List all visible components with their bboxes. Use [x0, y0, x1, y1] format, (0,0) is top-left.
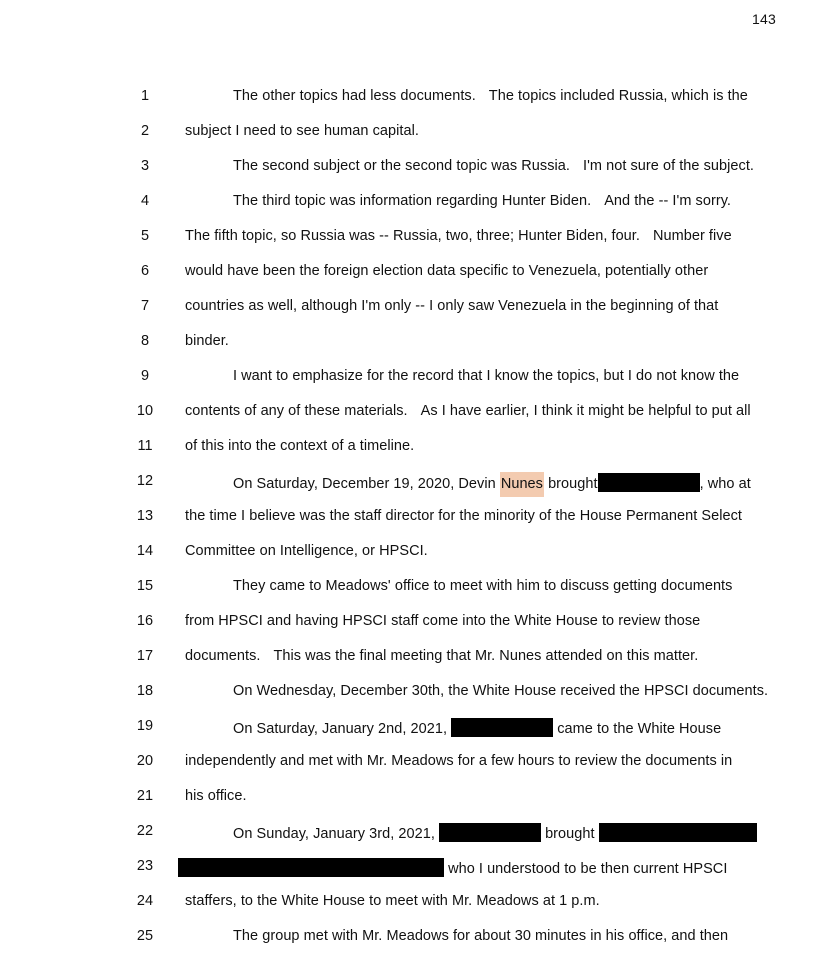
transcript-line — [0, 228, 828, 263]
line-number: 15 — [136, 578, 154, 594]
line-number: 16 — [136, 613, 154, 629]
line-text — [233, 193, 731, 209]
line-text — [185, 613, 700, 629]
line-text — [185, 263, 708, 279]
text-segment: countries as well, although I'm only -- I only saw Venezuela in the beginning of that — [185, 298, 719, 314]
redaction-box — [598, 473, 700, 492]
text-segment: staffers, to the White House to meet with Mr. Meadows at 1 p.m. — [185, 893, 600, 909]
transcript-line — [0, 543, 828, 578]
line-number: 6 — [140, 263, 150, 279]
text-segment: The fifth topic, so Russia was -- Russia, two, three; Hunter Biden, four. — [185, 228, 640, 244]
line-number: 10 — [136, 403, 154, 419]
line-number: 7 — [140, 298, 150, 314]
text-segment: On Wednesday, December 30th, the White House received the HPSCI documents. — [233, 683, 769, 699]
line-number: 14 — [136, 543, 154, 559]
text-segment: The third topic was information regarding Hunter Biden. — [233, 193, 592, 209]
transcript-line — [0, 263, 828, 298]
text-segment: binder. — [185, 333, 229, 349]
text-segment: This was the final meeting that Mr. Nunes attended on this matter. — [273, 648, 699, 664]
transcript-line — [0, 403, 828, 438]
line-number: 3 — [140, 158, 150, 174]
text-segment: independently and met with Mr. Meadows for a few hours to review the documents in — [185, 753, 733, 769]
line-number: 25 — [136, 928, 154, 944]
line-text — [178, 858, 727, 877]
text-segment: The topics included Russia, which is the — [488, 88, 748, 104]
text-segment: As I have earlier, I think it might be helpful to put all — [420, 403, 751, 419]
line-number: 18 — [136, 683, 154, 699]
text-segment: came to the White House — [553, 721, 722, 737]
line-text — [233, 823, 757, 842]
line-text — [185, 543, 428, 559]
line-number: 11 — [137, 438, 153, 454]
text-segment: And the -- I'm sorry. — [604, 193, 732, 209]
transcript-line — [0, 88, 828, 123]
text-segment: The other topics had less documents. — [233, 88, 476, 104]
line-text — [233, 928, 728, 944]
text-segment: documents. — [185, 648, 261, 664]
text-segment: his office. — [185, 788, 247, 804]
text-segment: They came to Meadows' office to meet with him to discuss getting documents — [233, 578, 733, 594]
transcript-line — [0, 158, 828, 193]
line-text — [185, 753, 732, 769]
line-number: 12 — [136, 473, 154, 489]
text-segment: brought — [540, 826, 599, 842]
line-number: 13 — [136, 508, 154, 524]
line-number: 2 — [140, 123, 150, 139]
line-number: 17 — [136, 648, 154, 664]
highlighted-name: Nunes — [500, 472, 544, 497]
line-number: 22 — [136, 823, 154, 839]
text-segment: brought — [543, 476, 598, 492]
text-segment: The group met with Mr. Meadows for about 30 minutes in his office, and then — [233, 928, 729, 944]
line-text — [233, 578, 732, 594]
line-number: 5 — [140, 228, 150, 244]
line-number: 4 — [140, 193, 150, 209]
transcript-line — [0, 648, 828, 683]
line-number: 9 — [140, 368, 150, 384]
text-segment: from HPSCI and having HPSCI staff come into the White House to review those — [185, 613, 701, 629]
transcript-line — [0, 613, 828, 648]
text-segment: would have been the foreign election data specific to Venezuela, potentially other — [185, 263, 709, 279]
line-text — [185, 228, 732, 244]
line-number: 24 — [136, 893, 154, 909]
line-text — [233, 88, 748, 104]
line-number: 21 — [136, 788, 154, 804]
transcript-line — [0, 298, 828, 333]
redaction-box — [439, 823, 541, 842]
line-number: 8 — [140, 333, 150, 349]
line-text — [233, 473, 751, 492]
line-text — [233, 718, 721, 737]
text-segment: , who at — [699, 476, 751, 492]
line-text — [233, 368, 739, 384]
transcript-line — [0, 823, 828, 858]
line-text — [185, 788, 247, 804]
redaction-box — [599, 823, 757, 842]
transcript-line — [0, 893, 828, 928]
line-number: 23 — [136, 858, 154, 874]
text-segment: of this into the context of a timeline. — [185, 438, 415, 454]
text-segment: I'm not sure of the subject. — [582, 158, 754, 174]
line-text — [185, 123, 419, 139]
line-text — [233, 683, 768, 699]
transcript-line — [0, 683, 828, 718]
transcript-line — [0, 788, 828, 823]
line-text — [233, 158, 754, 174]
line-text — [185, 333, 229, 349]
line-text — [185, 298, 718, 314]
transcript-line — [0, 473, 828, 508]
line-number: 19 — [136, 718, 154, 734]
text-segment: On Sunday, January 3rd, 2021, — [233, 826, 439, 842]
line-text — [185, 648, 698, 664]
text-segment: The second subject or the second topic was Russia. — [233, 158, 570, 174]
page-number: 143 — [752, 11, 776, 27]
text-segment: contents of any of these materials. — [185, 403, 408, 419]
line-text — [185, 438, 414, 454]
transcript-line — [0, 508, 828, 543]
text-segment: Number five — [652, 228, 732, 244]
transcript-line — [0, 193, 828, 228]
transcript-line — [0, 438, 828, 473]
transcript-line — [0, 753, 828, 788]
transcript-line — [0, 928, 828, 963]
text-segment: On Saturday, December 19, 2020, Devin — [233, 476, 500, 492]
text-segment: On Saturday, January 2nd, 2021, — [233, 721, 452, 737]
transcript-line — [0, 578, 828, 613]
text-segment: subject I need to see human capital. — [185, 123, 419, 139]
transcript-line — [0, 123, 828, 158]
text-segment: the time I believe was the staff director for the minority of the House Permanent Select — [185, 508, 743, 524]
text-segment: I want to emphasize for the record that I know the topics, but I do not know the — [233, 368, 740, 384]
redaction-box — [451, 718, 553, 737]
line-text — [185, 508, 742, 524]
transcript-line — [0, 858, 828, 893]
transcript-line — [0, 333, 828, 368]
line-number: 1 — [140, 88, 150, 104]
line-number: 20 — [136, 753, 154, 769]
text-segment: who I understood to be then current HPSCI — [444, 861, 728, 877]
redaction-box — [178, 858, 444, 877]
transcript-line — [0, 368, 828, 403]
text-segment: Committee on Intelligence, or HPSCI. — [185, 543, 428, 559]
transcript-line — [0, 718, 828, 753]
line-text — [185, 893, 600, 909]
line-text — [185, 403, 751, 419]
